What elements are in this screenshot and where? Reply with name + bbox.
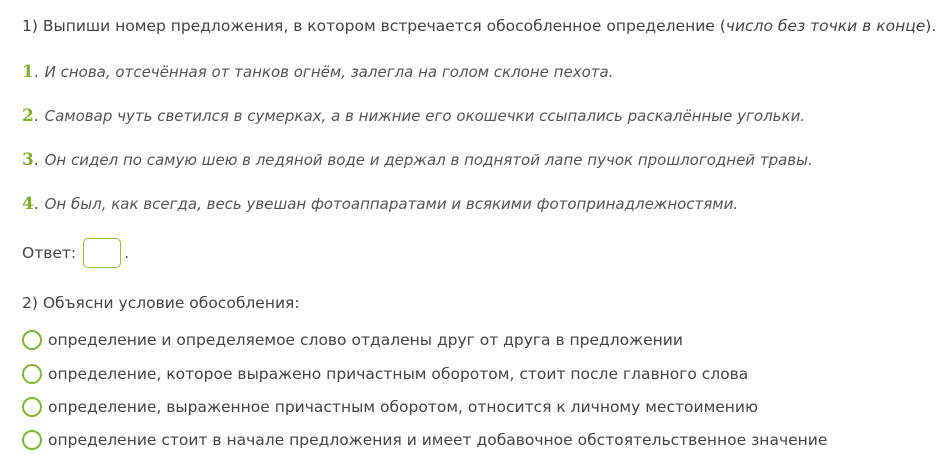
sentence-text: Он был, как всегда, весь увешан фотоаппаратами и всякими фотопринадлежностями. xyxy=(44,195,739,213)
answer-label: Ответ: xyxy=(22,244,77,262)
option-label: определение, выраженное причастным оборотом, относится к личному местоимению xyxy=(48,398,759,416)
option-2[interactable] xyxy=(22,364,748,384)
sentence-text: Он сидел по самую шею в ледяной воде и держал в поднятой лапе пучок прошлогодней травы. xyxy=(44,151,813,169)
sentence-1 xyxy=(22,62,613,82)
sentence-number-dot: . xyxy=(33,151,39,169)
answer-row xyxy=(22,236,129,270)
option-4[interactable] xyxy=(22,430,827,450)
question-1-prefix: 1) Выпиши номер предложения, в котором встречается обособленное определение ( xyxy=(22,17,726,35)
radio-button[interactable] xyxy=(22,397,42,417)
option-label: определение стоит в начале предложения и имеет добавочное обстоятельственное значение xyxy=(48,431,828,449)
question-2-title: 2) Объясни условие обособления: xyxy=(22,294,300,312)
option-label: определение и определяемое слово отдалены друг от друга в предложении xyxy=(48,331,683,349)
sentence-number: 3 xyxy=(22,150,34,170)
sentence-4 xyxy=(22,194,738,214)
question-1-hint: число без точки в конце xyxy=(725,17,926,35)
radio-button[interactable] xyxy=(22,330,42,350)
option-3[interactable] xyxy=(22,397,758,417)
answer-suffix: . xyxy=(124,244,130,262)
question-1-title xyxy=(22,17,936,35)
sentence-2 xyxy=(22,106,805,126)
sentence-3 xyxy=(22,150,813,170)
sentence-number-dot: . xyxy=(33,195,39,213)
option-1[interactable] xyxy=(22,330,683,350)
sentence-text: Самовар чуть светился в сумерках, а в нижние его окошечки ссыпались раскалённые угольки. xyxy=(44,107,806,125)
option-label: определение, которое выражено причастным оборотом, стоит после главного слова xyxy=(48,365,749,383)
sentence-number: 1 xyxy=(22,62,34,82)
answer-input[interactable] xyxy=(83,238,121,268)
sentence-number: 4 xyxy=(22,194,34,214)
sentence-number-dot: . xyxy=(33,63,39,81)
radio-button[interactable] xyxy=(22,430,42,450)
question-1-suffix: ). xyxy=(925,17,936,35)
sentence-number: 2 xyxy=(22,106,34,126)
radio-button[interactable] xyxy=(22,364,42,384)
sentence-number-dot: . xyxy=(33,107,39,125)
sentence-text: И снова, отсечённая от танков огнём, залегла на голом склоне пехота. xyxy=(44,63,614,81)
